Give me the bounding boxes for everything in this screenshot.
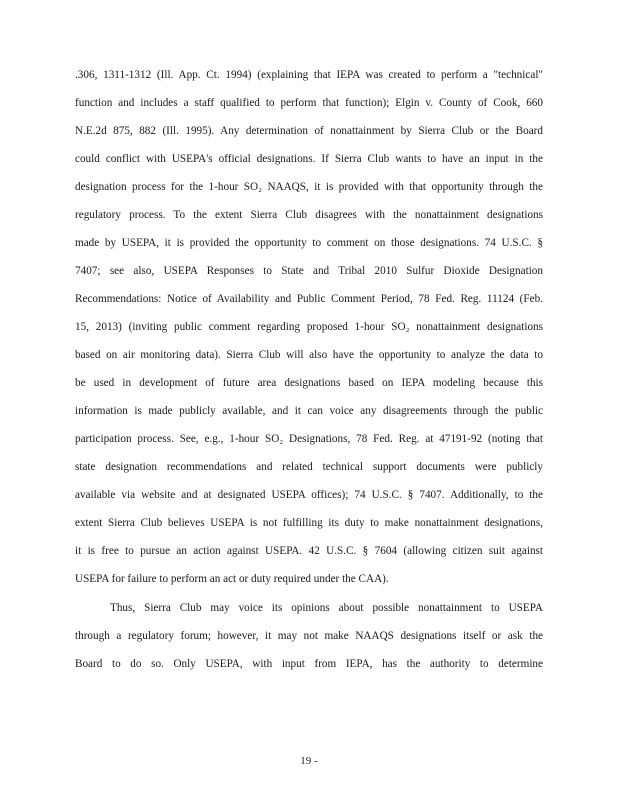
text-line: available via website and at designated USEPA offices); 74 U.S.C. § 7407. Additionally, to the <box>75 489 543 501</box>
text-line: through a regulatory forum; however, it may not make NAAQS designations itself or ask the <box>75 630 543 642</box>
page-number: 19 - <box>300 755 318 767</box>
text-line: participation process. See, e.g., 1-hour SO₂ Designations, 78 Fed. Reg. at 47191-92 (noting that <box>75 433 543 445</box>
text-line: Board to do so. Only USEPA, with input from IEPA, has the authority to determine <box>75 658 543 670</box>
text-line: regulatory process. To the extent Sierra Club disagrees with the nonattainment designations <box>75 209 543 221</box>
text-line: designation process for the 1-hour SO₂ NAAQS, it is provided with that opportunity through the <box>75 181 543 193</box>
text-line: made by USEPA, it is provided the opportunity to comment on those designations. 74 U.S.C. § <box>75 237 543 249</box>
text-line: based on air monitoring data). Sierra Club will also have the opportunity to analyze the data to <box>75 349 543 361</box>
text-line: Recommendations: Notice of Availability and Public Comment Period, 78 Fed. Reg. 11124 (Feb. <box>75 293 543 305</box>
text-line: it is free to pursue an action against USEPA. 42 U.S.C. § 7604 (allowing citizen suit against <box>75 545 543 557</box>
text-line: N.E.2d 875, 882 (Ill. 1995). Any determination of nonattainment by Sierra Club or the Board <box>75 125 543 137</box>
text-line: information is made publicly available, and it can voice any disagreements through the public <box>75 405 543 417</box>
text-line: state designation recommendations and related technical support documents were publicly <box>75 461 543 473</box>
text-line: Thus, Sierra Club may voice its opinions about possible nonattainment to USEPA <box>110 602 543 614</box>
text-line: USEPA for failure to perform an act or duty required under the CAA). <box>75 573 389 585</box>
text-line: could conflict with USEPA's official designations. If Sierra Club wants to have an input in the <box>75 153 543 165</box>
text-line: 15, 2013) (inviting public comment regarding proposed 1-hour SO₂ nonattainment designations <box>75 321 543 333</box>
text-line: 7407; see also, USEPA Responses to State and Tribal 2010 Sulfur Dioxide Designation <box>75 265 543 277</box>
text-line: .306, 1311-1312 (Ill. App. Ct. 1994) (explaining that IEPA was created to perform a "technical" <box>75 69 543 81</box>
text-line: extent Sierra Club believes USEPA is not fulfilling its duty to make nonattainment designations, <box>75 517 543 529</box>
text-line: function and includes a staff qualified to perform that function); Elgin v. County of Cook, 660 <box>75 97 543 109</box>
text-line: be used in development of future area designations based on IEPA modeling because this <box>75 377 543 389</box>
